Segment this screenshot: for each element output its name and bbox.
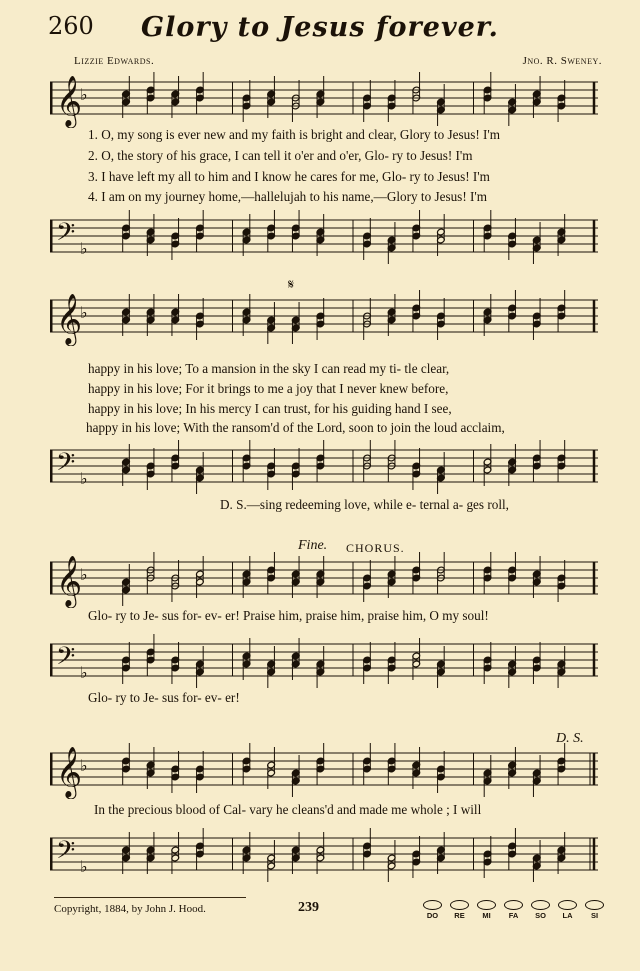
- system-2-bass-staff: [50, 440, 598, 496]
- system-4-bass-staff: [50, 828, 598, 884]
- system-1-treble-staff: [50, 72, 598, 128]
- ds-mark: D. S.: [556, 731, 584, 746]
- solfa-so: SO: [530, 900, 551, 920]
- treble-staff-svg-1: [50, 72, 598, 128]
- solfa-si: SI: [584, 900, 605, 920]
- flat-icon: ♭: [80, 565, 88, 584]
- system-3-treble-staff: [50, 552, 598, 608]
- bass-staff-svg-1: [50, 210, 598, 266]
- verse-2-line: 2. O, the story of his grace, I can tell it o'er and o'er, Glo- ry to Jesus! I'm: [88, 148, 473, 163]
- treble-clef-icon: 𝄞: [56, 746, 83, 798]
- bass-clef-icon: 𝄢: [56, 217, 76, 253]
- page-number: 239: [298, 900, 319, 915]
- composer-credit: Jno. R. Sweney.: [522, 55, 602, 67]
- shape-note-icon: [504, 900, 523, 910]
- chorus-bass-lyric: Glo- ry to Je- sus for- ev- er!: [88, 690, 240, 705]
- verse-4-line: 4. I am on my journey home,—hallelujah to his name,—Glory to Jesus! I'm: [88, 189, 488, 204]
- verse-3-line: 3. I have left my all to him and I know he cares for me, Glo- ry to Jesus! I'm: [88, 169, 490, 184]
- shape-note-icon: [450, 900, 469, 910]
- shape-note-icon: [477, 900, 496, 910]
- treble-staff-svg-4: [50, 743, 598, 799]
- flat-icon: ♭: [80, 239, 88, 258]
- segno-mark: 𝄋: [288, 278, 295, 293]
- treble-staff-svg-2: [50, 290, 598, 346]
- treble-clef-icon: 𝄞: [56, 293, 83, 345]
- flat-icon: ♭: [80, 469, 88, 488]
- verse-final-lyric: In the precious blood of Cal- vary he cleans'd and made me whole ; I will: [94, 802, 482, 817]
- hymn-title: Glory to Jesus forever.: [141, 12, 499, 43]
- verse-1-line: 1. O, my song is ever new and my faith is bright and clear, Glory to Jesus! I'm: [88, 127, 501, 142]
- verse-3-line-2: happy in his love; In his mercy I can trust, for his guiding hand I see,: [88, 401, 452, 416]
- system-4-treble-staff: [50, 743, 598, 799]
- hymn-number: 260: [48, 12, 94, 40]
- ds-lyric-line: D. S.—sing redeeming love, while e- ternal a- ges roll,: [220, 497, 509, 512]
- shape-note-icon: [558, 900, 577, 910]
- bass-clef-icon: 𝄢: [56, 835, 76, 871]
- fine-mark: Fine.: [298, 538, 328, 553]
- solfa-do: DO: [422, 900, 443, 920]
- shape-note-icon: [423, 900, 442, 910]
- bass-clef-icon: 𝄢: [56, 641, 76, 677]
- solfa-mi: MI: [476, 900, 497, 920]
- system-3-bass-staff: [50, 634, 598, 690]
- system-1-bass-staff: [50, 210, 598, 266]
- bass-staff-svg-3: [50, 634, 598, 690]
- lyricist-credit: Lizzie Edwards.: [74, 55, 155, 67]
- footer-rule: [54, 897, 246, 898]
- treble-clef-icon: 𝄞: [56, 555, 83, 607]
- flat-icon: ♭: [80, 85, 88, 104]
- flat-icon: ♭: [80, 857, 88, 876]
- verse-4-line-2: happy in his love; With the ransom'd of the Lord, soon to join the loud acclaim,: [86, 420, 505, 435]
- solfa-re: RE: [449, 900, 470, 920]
- solfa-la: LA: [557, 900, 578, 920]
- chorus-treble-lyric: Glo- ry to Je- sus for- ev- er! Praise him, praise him, praise him, O my soul!: [88, 608, 489, 623]
- flat-icon: ♭: [80, 663, 88, 682]
- solfa-key: [422, 900, 605, 920]
- copyright-notice: Copyright, 1884, by John J. Hood.: [54, 903, 206, 915]
- bass-staff-svg-4: [50, 828, 598, 884]
- verse-2-line-2: happy in his love; For it brings to me a joy that I never knew before,: [88, 381, 449, 396]
- treble-staff-svg-3: [50, 552, 598, 608]
- flat-icon: ♭: [80, 303, 88, 322]
- bass-staff-svg-2: [50, 440, 598, 496]
- solfa-fa: FA: [503, 900, 524, 920]
- treble-clef-icon: 𝄞: [56, 75, 83, 127]
- system-2-treble-staff: [50, 290, 598, 346]
- bass-clef-icon: 𝄢: [56, 447, 76, 483]
- shape-note-icon: [585, 900, 604, 910]
- verse-1-line-2: happy in his love; To a mansion in the sky I can read my ti- tle clear,: [88, 361, 450, 376]
- chorus-label: CHORUS.: [346, 541, 405, 555]
- shape-note-icon: [531, 900, 550, 910]
- flat-icon: ♭: [80, 756, 88, 775]
